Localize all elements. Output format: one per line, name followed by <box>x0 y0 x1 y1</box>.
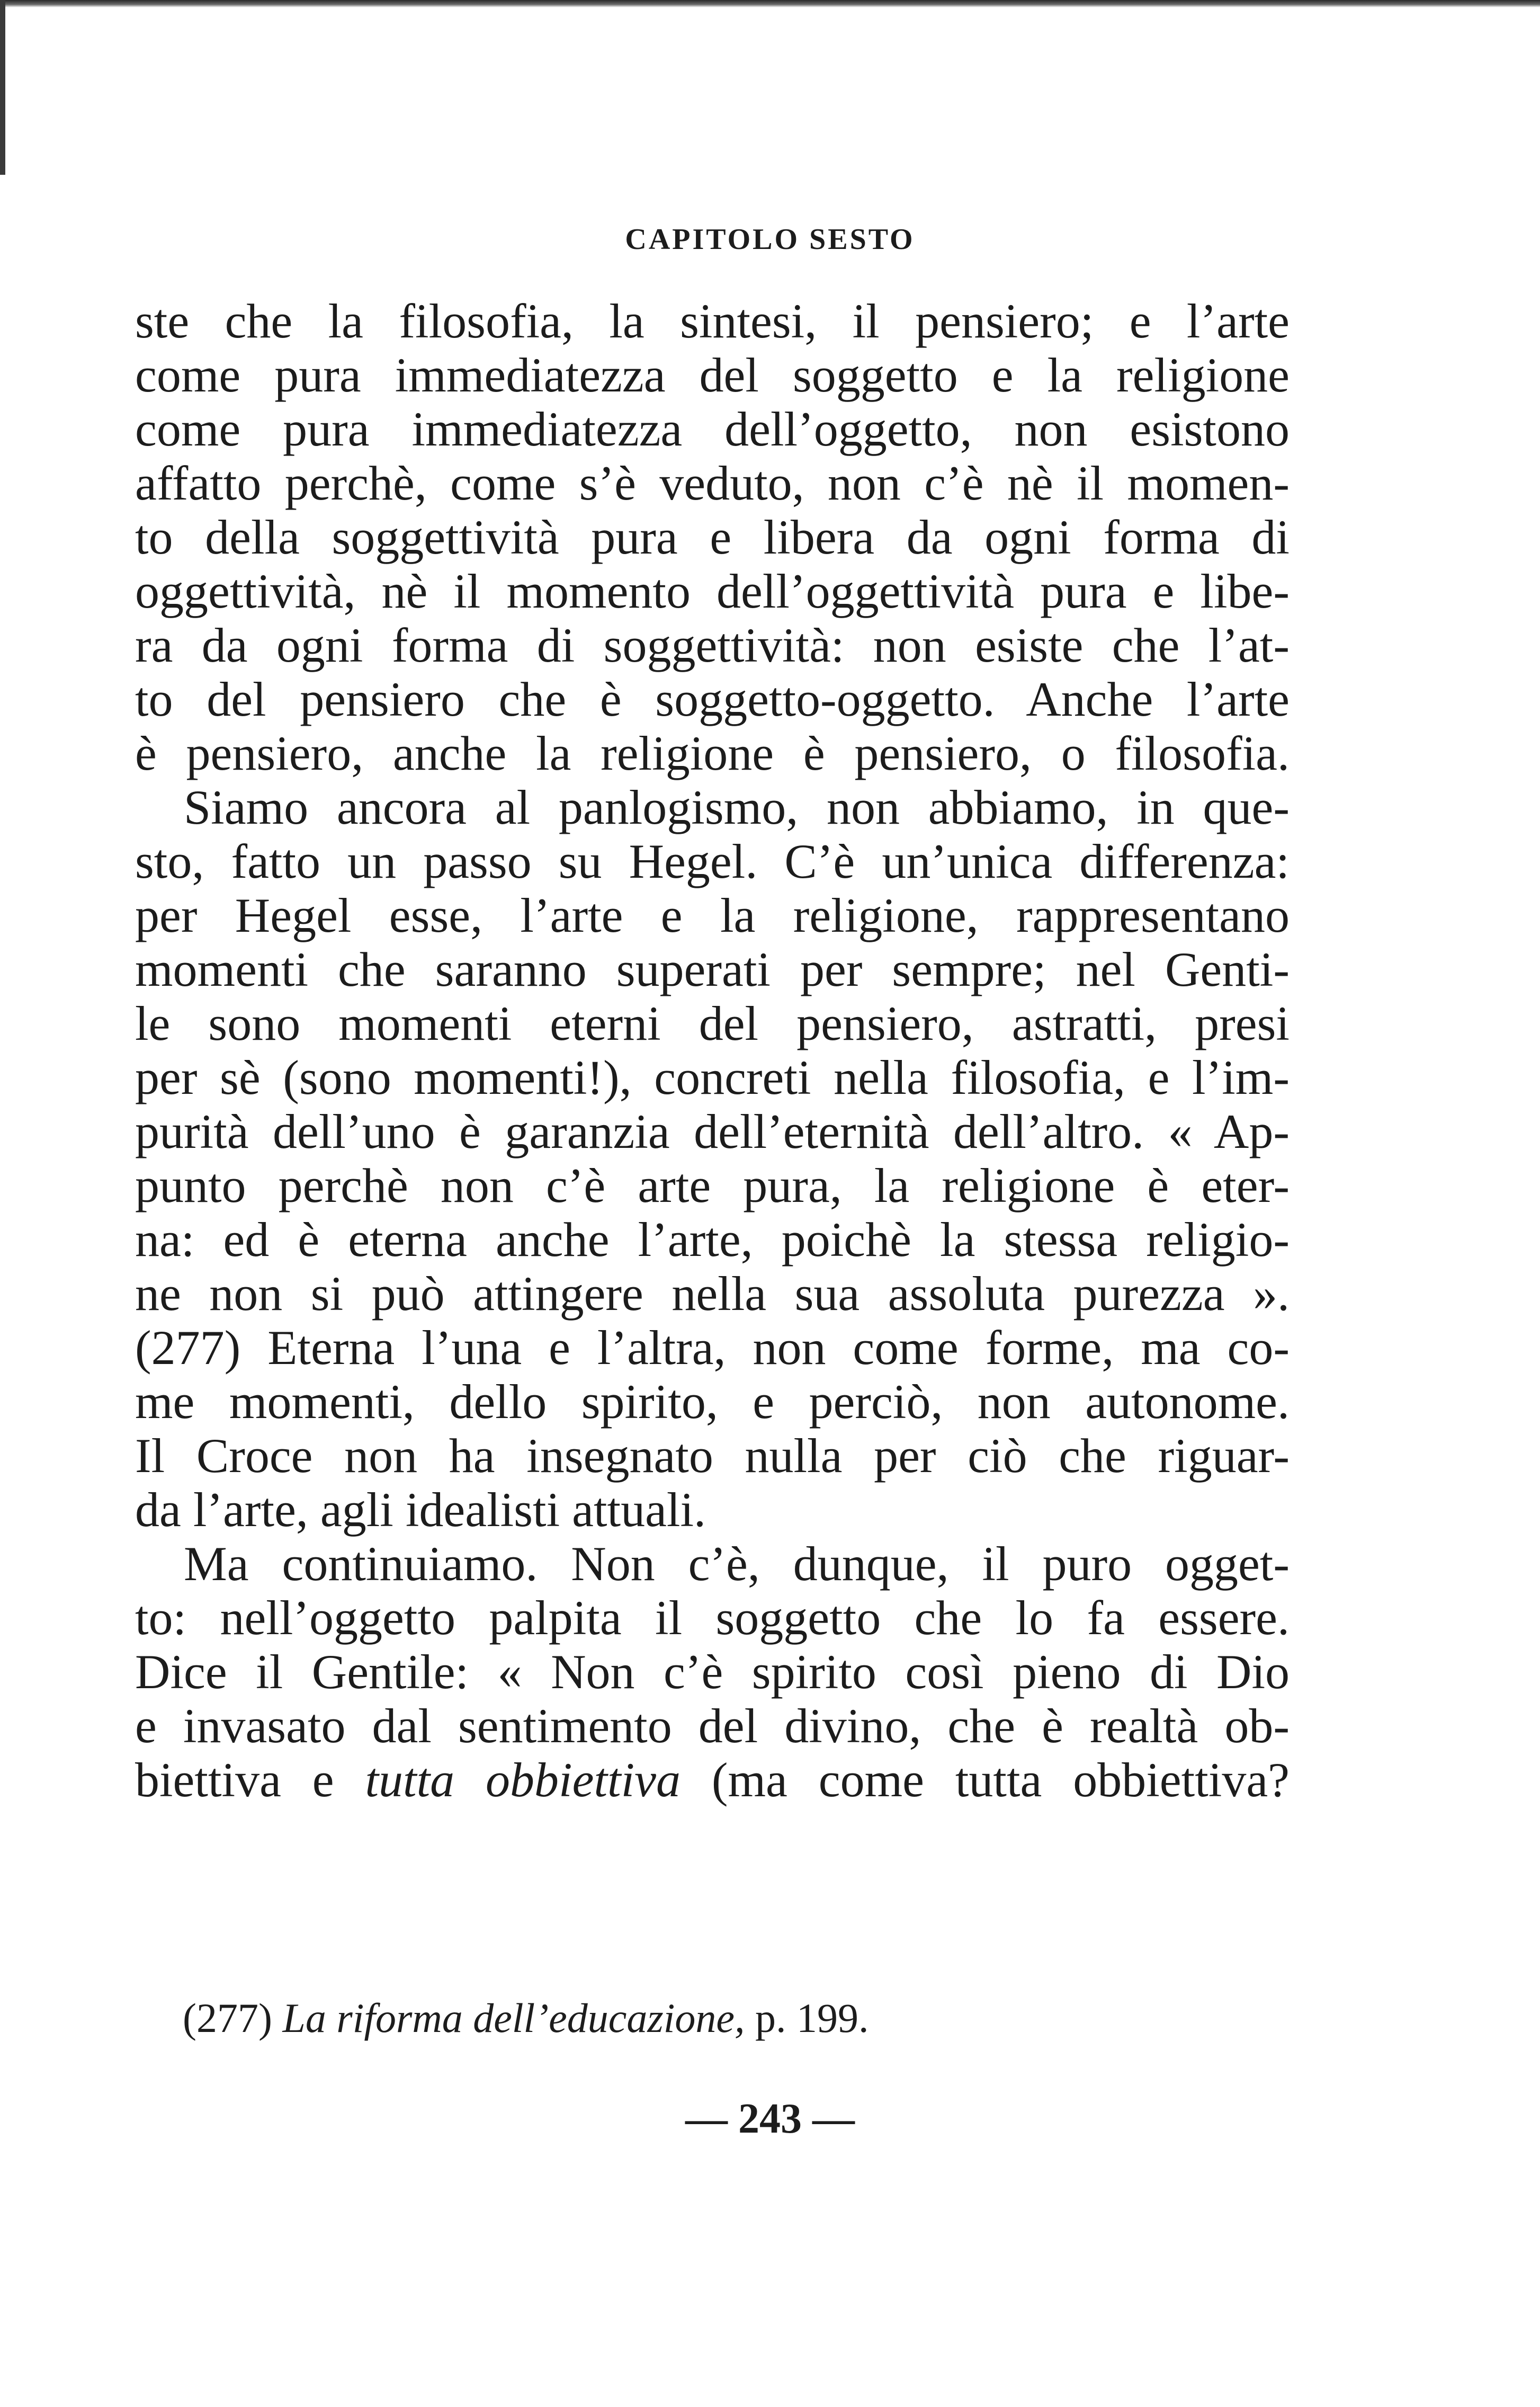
text-line <box>135 1753 1290 1807</box>
text-segment: Ma continuiamo. Non c’è, dunque, il puro ogget- <box>184 1537 1290 1591</box>
scan-edge-left <box>0 0 5 175</box>
text-segment: to: nell’oggetto palpita il soggetto che lo fa essere. <box>135 1591 1290 1645</box>
text-segment: to del pensiero che è soggetto-oggetto. Anche l’arte <box>135 672 1290 726</box>
text-line <box>135 1267 1290 1321</box>
text-segment: per sè (sono momenti!), concreti nella filosofia, e l’im- <box>135 1050 1290 1104</box>
text-segment: da l’arte, agli idealisti attuali. <box>135 1483 706 1537</box>
text-line <box>135 1645 1290 1699</box>
footnote-page-ref: p. 199. <box>755 1995 869 2041</box>
text-line <box>135 1483 1290 1537</box>
body-text <box>135 294 1290 1807</box>
text-segment: per Hegel esse, l’arte e la religione, rappresentano <box>135 888 1290 942</box>
italic-segment: tutta obbiettiva <box>365 1753 681 1807</box>
text-segment: me momenti, dello spirito, e perciò, non autonome. <box>135 1375 1290 1429</box>
footnote <box>183 1994 869 2042</box>
text-segment: oggettività, nè il momento dell’oggettività pura e libe- <box>135 564 1290 618</box>
text-line <box>135 618 1290 672</box>
text-segment: Dice il Gentile: « Non c’è spirito così pieno di Dio <box>135 1645 1290 1699</box>
text-segment: ra da ogni forma di soggettività: non esiste che l’at- <box>135 618 1290 672</box>
text-line <box>135 1591 1290 1645</box>
text-line <box>135 834 1290 888</box>
text-segment: punto perchè non c’è arte pura, la religione è eter- <box>135 1158 1290 1213</box>
text-line <box>135 1537 1290 1591</box>
text-segment: (ma come tutta obbiettiva? <box>680 1753 1290 1807</box>
text-segment: affatto perchè, come s’è veduto, non c’è nè il momen- <box>135 456 1290 510</box>
text-line <box>135 1699 1290 1753</box>
text-line <box>135 1050 1290 1104</box>
text-segment: sto, fatto un passo su Hegel. C’è un’unica differenza: <box>135 834 1290 888</box>
text-segment: (277) Eterna l’una e l’altra, non come forme, ma co- <box>135 1321 1290 1375</box>
text-line <box>135 780 1290 834</box>
text-line <box>135 1213 1290 1267</box>
text-segment: na: ed è eterna anche l’arte, poichè la stessa religio- <box>135 1213 1290 1267</box>
running-head: CAPITOLO SESTO <box>625 223 915 256</box>
text-line <box>135 456 1290 510</box>
text-segment: e invasato dal sentimento del divino, che è realtà ob- <box>135 1699 1290 1753</box>
text-line <box>135 672 1290 726</box>
text-segment: purità dell’uno è garanzia dell’eternità dell’altro. « Ap- <box>135 1104 1290 1158</box>
text-line <box>135 348 1290 402</box>
text-line <box>135 942 1290 996</box>
scan-edge-top <box>0 0 1540 7</box>
text-line <box>135 1375 1290 1429</box>
text-segment: to della soggettività pura e libera da ogni forma di <box>135 510 1290 564</box>
text-line <box>135 1429 1290 1483</box>
text-segment: Siamo ancora al panlogismo, non abbiamo, in que- <box>184 780 1290 834</box>
text-line <box>135 1158 1290 1213</box>
text-line <box>135 1104 1290 1158</box>
text-line <box>135 510 1290 564</box>
text-line <box>135 402 1290 456</box>
text-segment: momenti che saranno superati per sempre; nel Genti- <box>135 942 1290 996</box>
text-line <box>135 726 1290 780</box>
text-segment: ste che la filosofia, la sintesi, il pensiero; e l’arte <box>135 294 1290 348</box>
text-line <box>135 996 1290 1050</box>
page-number: — 243 — <box>685 2096 855 2142</box>
text-line <box>135 1321 1290 1375</box>
text-line <box>135 888 1290 942</box>
text-line <box>135 564 1290 618</box>
text-segment: Il Croce non ha insegnato nulla per ciò che riguar- <box>135 1429 1290 1483</box>
text-segment: biettiva e <box>135 1753 365 1807</box>
text-segment: le sono momenti eterni del pensiero, astratti, presi <box>135 996 1290 1050</box>
text-segment: come pura immediatezza del soggetto e la religione <box>135 348 1290 402</box>
text-segment: è pensiero, anche la religione è pensiero, o filosofia. <box>135 726 1290 780</box>
text-segment: come pura immediatezza dell’oggetto, non esistono <box>135 402 1290 456</box>
text-line <box>135 294 1290 348</box>
footnote-marker: (277) <box>183 1995 272 2041</box>
text-segment: ne non si può attingere nella sua assoluta purezza ». <box>135 1267 1290 1321</box>
footnote-title: La riforma dell’educazione, <box>282 1995 745 2041</box>
